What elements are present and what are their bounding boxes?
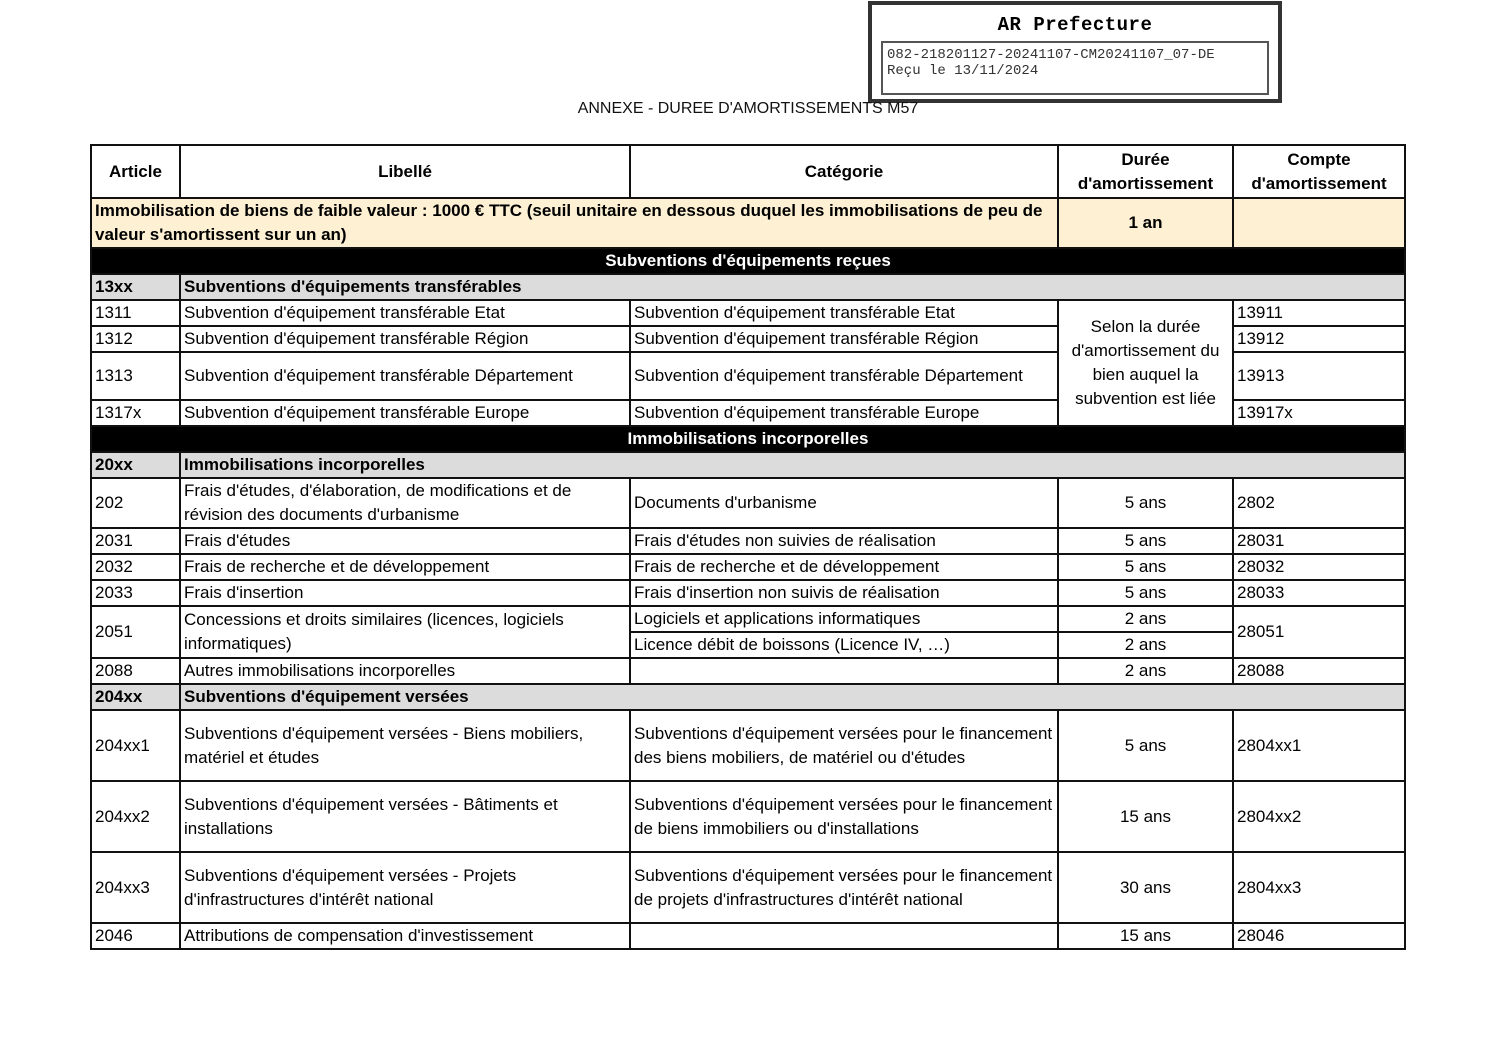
cell-duree: 2 ans [1058,606,1233,632]
cell-categorie [630,923,1058,949]
document-title: ANNEXE - DUREE D'AMORTISSEMENTS M57 [577,100,919,117]
cell-categorie: Frais de recherche et de développement [630,554,1058,580]
cell-article: 2032 [91,554,180,580]
cell-article: 2088 [91,658,180,684]
table-row [91,300,1405,326]
cell-duree: 15 ans [1058,923,1233,949]
threshold-row [91,198,1405,248]
group-label: Immobilisations incorporelles [180,452,1405,478]
stamp-reference: 082-218201127-20241107-CM20241107_07-DE [887,47,1215,63]
table-row [91,923,1405,949]
cell-libelle: Subventions d'équipement versées - Projets d'infrastructures d'intérêt national [180,852,630,923]
cell-compte: 2802 [1233,478,1405,528]
cell-categorie: Frais d'études non suivies de réalisation [630,528,1058,554]
stamp-details [881,41,1269,95]
header-compte: Compte d'amortissement [1233,145,1405,198]
cell-categorie: Logiciels et applications informatiques [630,606,1058,632]
cell-libelle: Frais de recherche et de développement [180,554,630,580]
cell-compte: 2804xx2 [1233,781,1405,852]
table-row [91,658,1405,684]
prefecture-stamp [868,1,1282,103]
cell-article: 1313 [91,352,180,400]
cell-compte: 13911 [1233,300,1405,326]
section-title: Immobilisations incorporelles [91,426,1405,452]
cell-libelle: Subvention d'équipement transférable Région [180,326,630,352]
cell-libelle: Frais d'études [180,528,630,554]
cell-duree-shared: Selon la durée d'amortissement du bien auquel la subvention est liée [1058,300,1233,426]
group-label: Subventions d'équipements transférables [180,274,1405,300]
cell-libelle: Subvention d'équipement transférable Département [180,352,630,400]
table-row [91,606,1405,632]
cell-libelle: Concessions et droits similaires (licences, logiciels informatiques) [180,606,630,658]
cell-duree: 2 ans [1058,632,1233,658]
table-row [91,580,1405,606]
cell-libelle: Subventions d'équipement versées - Bâtiments et installations [180,781,630,852]
group-code: 13xx [91,274,180,300]
table-header-row [91,145,1405,198]
section-title: Subventions d'équipements reçues [91,248,1405,274]
cell-compte: 28033 [1233,580,1405,606]
cell-compte: 2804xx1 [1233,710,1405,781]
cell-article: 2051 [91,606,180,658]
cell-libelle: Autres immobilisations incorporelles [180,658,630,684]
cell-categorie: Subvention d'équipement transférable Département [630,352,1058,400]
cell-article: 204xx3 [91,852,180,923]
cell-libelle: Frais d'insertion [180,580,630,606]
cell-article: 204xx2 [91,781,180,852]
cell-duree: 5 ans [1058,554,1233,580]
cell-article: 202 [91,478,180,528]
cell-compte: 28088 [1233,658,1405,684]
cell-categorie: Subventions d'équipement versées pour le financement des biens mobiliers, de matériel ou d'études [630,710,1058,781]
cell-duree: 5 ans [1058,580,1233,606]
cell-categorie: Subvention d'équipement transférable Etat [630,300,1058,326]
cell-categorie: Subvention d'équipement transférable Région [630,326,1058,352]
cell-categorie: Subventions d'équipement versées pour le financement de biens immobiliers ou d'installations [630,781,1058,852]
header-article: Article [91,145,180,198]
cell-duree: 30 ans [1058,852,1233,923]
header-duree: Durée d'amortissement [1058,145,1233,198]
table-row [91,478,1405,528]
cell-compte: 28032 [1233,554,1405,580]
cell-compte: 2804xx3 [1233,852,1405,923]
table-row [91,710,1405,781]
cell-duree: 5 ans [1058,710,1233,781]
group-code: 204xx [91,684,180,710]
cell-compte: 28031 [1233,528,1405,554]
stamp-title: AR Prefecture [997,14,1153,36]
cell-duree: 5 ans [1058,528,1233,554]
amortization-table [90,144,1406,950]
cell-libelle: Subvention d'équipement transférable Etat [180,300,630,326]
cell-libelle: Frais d'études, d'élaboration, de modifications et de révision des documents d'urbanisme [180,478,630,528]
stamp-received-date: Reçu le 13/11/2024 [887,63,1039,79]
section-header [91,248,1405,274]
section-header [91,426,1405,452]
group-row [91,684,1405,710]
header-libelle: Libellé [180,145,630,198]
cell-article: 2033 [91,580,180,606]
cell-libelle: Subvention d'équipement transférable Europe [180,400,630,426]
threshold-duree: 1 an [1058,198,1233,248]
cell-article: 1311 [91,300,180,326]
threshold-text: Immobilisation de biens de faible valeur : 1000 € TTC (seuil unitaire en dessous duquel les immobilisations de peu de valeur s'amortissent sur un an) [91,198,1058,248]
cell-compte: 13913 [1233,352,1405,400]
cell-duree: 2 ans [1058,658,1233,684]
cell-compte: 13912 [1233,326,1405,352]
cell-categorie: Subvention d'équipement transférable Europe [630,400,1058,426]
cell-article: 204xx1 [91,710,180,781]
cell-libelle: Subventions d'équipement versées - Biens mobiliers, matériel et études [180,710,630,781]
group-row [91,452,1405,478]
header-categorie: Catégorie [630,145,1058,198]
cell-article: 2031 [91,528,180,554]
group-label: Subventions d'équipement versées [180,684,1405,710]
table-row [91,554,1405,580]
cell-article: 1312 [91,326,180,352]
cell-compte: 13917x [1233,400,1405,426]
group-code: 20xx [91,452,180,478]
cell-categorie: Frais d'insertion non suivis de réalisation [630,580,1058,606]
threshold-compte [1233,198,1405,248]
cell-categorie: Documents d'urbanisme [630,478,1058,528]
cell-article: 1317x [91,400,180,426]
cell-categorie: Subventions d'équipement versées pour le financement de projets d'infrastructures d'intérêt national [630,852,1058,923]
table-row [91,781,1405,852]
table-row [91,528,1405,554]
cell-compte: 28051 [1233,606,1405,658]
table-row [91,852,1405,923]
cell-duree: 15 ans [1058,781,1233,852]
cell-duree: 5 ans [1058,478,1233,528]
cell-compte: 28046 [1233,923,1405,949]
group-row [91,274,1405,300]
cell-article: 2046 [91,923,180,949]
cell-categorie [630,658,1058,684]
cell-libelle: Attributions de compensation d'investissement [180,923,630,949]
cell-categorie: Licence débit de boissons (Licence IV, …) [630,632,1058,658]
